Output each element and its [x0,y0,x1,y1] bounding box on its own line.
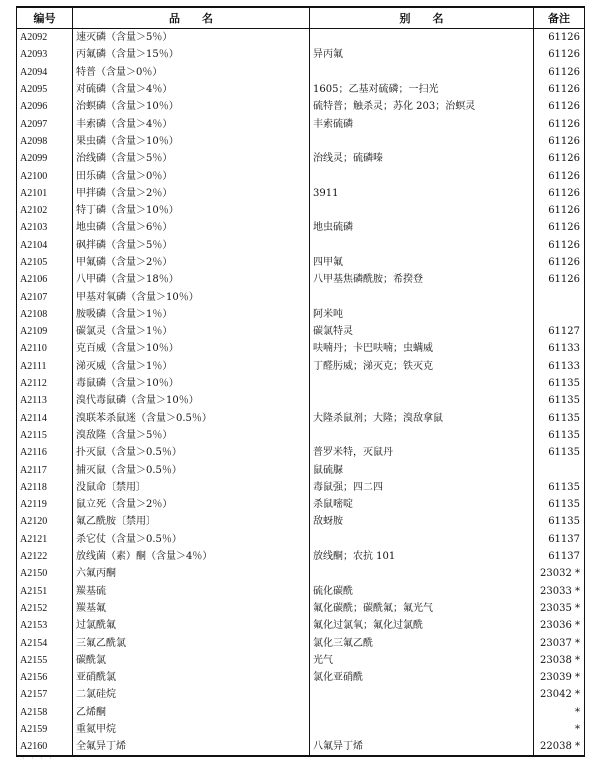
cell-name: 羰基硫 [73,583,310,600]
cell-code: A2101 [17,185,73,202]
table-row [17,375,585,392]
cell-code: A2150 [17,565,73,582]
table-row [17,496,585,513]
cell-alias [310,686,534,703]
table-row [17,133,585,150]
cell-alias [310,721,534,738]
cell-name: 特丁磷（含量＞10％） [73,202,310,219]
cell-code: A2158 [17,704,73,721]
cell-name: 速灭磷（含量＞5％） [73,29,310,47]
cell-code: A2159 [17,721,73,738]
cell-name: 过氯酰氟 [73,617,310,634]
cell-code: A2118 [17,479,73,496]
cell-note: 61133 [548,343,580,355]
cell-code: A2154 [17,634,73,651]
cell-code: A2097 [17,115,73,132]
table-row [17,392,585,409]
table-row [17,669,585,686]
cell-note: 23038 * [540,654,580,666]
cell-note: 61135 [548,516,580,528]
cell-alias: 八甲基焦磷酰胺；希揆登 [310,271,534,288]
cell-alias [310,167,534,184]
cell-code: A2121 [17,531,73,548]
table-row [17,531,585,548]
cell-name: 溴代毒鼠磷（含量＞10％） [73,392,310,409]
table-row [17,254,585,271]
cell-name: 扑灭鼠（含量＞0.5％） [73,444,310,461]
table-row [17,686,585,703]
cell-note: 61126 [548,153,580,165]
cell-code: A2110 [17,340,73,357]
cell-name: 乙烯酮 [73,704,310,721]
table-row [17,738,585,756]
table-row [17,81,585,98]
cell-note: 61135 [548,499,580,511]
cell-alias [310,427,534,444]
cell-note: 61126 [548,101,580,113]
cell-alias: 四甲氟 [310,254,534,271]
cell-code: A2116 [17,444,73,461]
cell-code: A2100 [17,167,73,184]
cell-alias: 敌蚜胺 [310,513,534,530]
cell-name: 三氟乙酰氯 [73,634,310,651]
table-row [17,600,585,617]
table-row [17,323,585,340]
cell-alias: 硫化碳酰 [310,583,534,600]
cell-note: 22038 * [540,741,580,753]
cell-alias: 3911 [310,185,534,202]
cell-alias: 氯化三氟乙酰 [310,634,534,651]
cell-alias: 氟化过氯氧；氟化过氯酰 [310,617,534,634]
cell-name: 丙氟磷（含量＞15％） [73,46,310,63]
cell-note: 23035 * [540,602,580,614]
cell-name: 氟乙酰胺〔禁用〕 [73,513,310,530]
cell-alias: 地虫硫磷 [310,219,534,236]
table-row [17,271,585,288]
cell-name: 亚硝酰氯 [73,669,310,686]
cell-name: 杀它仗（含量＞0.5％） [73,531,310,548]
table-row [17,202,585,219]
cell-note: 61126 [548,135,580,147]
cell-code: A2152 [17,600,73,617]
table-body [17,29,585,757]
cell-name: 胺吸磷（含量＞1％） [73,306,310,323]
cell-code: A2099 [17,150,73,167]
header-note: 备注 [534,7,585,29]
cell-note: 61133 [548,360,580,372]
cell-code: A2108 [17,306,73,323]
cell-alias [310,531,534,548]
table-row [17,634,585,651]
cell-note: 61126 [548,239,580,251]
cell-note: 61126 [548,257,580,268]
table-row [17,288,585,305]
cell-note: 61126 [548,170,580,182]
cell-alias [310,375,534,392]
cell-name: 丰索磷（含量＞4％） [73,115,310,132]
table-row [17,565,585,582]
cell-alias: 异丙氟 [310,46,534,63]
table-row [17,64,585,81]
cell-code: A2160 [17,738,73,756]
table-row [17,115,585,132]
cell-name: 甲氟磷（含量＞2％） [73,254,310,271]
cell-code: A2115 [17,427,73,444]
table-row [17,704,585,721]
cell-note: 61126 [548,205,580,217]
cell-code: A2096 [17,98,73,115]
cell-alias: 放线酮；农抗 101 [310,548,534,565]
cell-alias: 碳氯特灵 [310,323,534,340]
table-row [17,237,585,254]
cell-note: 23036 * [540,620,580,632]
cell-name: 地虫磷（含量＞6％） [73,219,310,236]
cell-note: 61135 [548,412,580,424]
table-row [17,617,585,634]
cell-note: 61127 [548,326,580,338]
cell-name: 果虫磷（含量＞10％） [73,133,310,150]
cell-alias: 八氟异丁烯 [310,738,534,756]
cell-name: 六氟丙酮 [73,565,310,582]
table-row [17,46,585,63]
cell-note: 61126 [548,84,580,96]
table-row [17,185,585,202]
cell-code: A2122 [17,548,73,565]
cell-note: 61137 [548,551,580,563]
cell-alias: 光气 [310,652,534,669]
cell-name: 没鼠命〔禁用〕 [73,479,310,496]
cell-code: A2105 [17,254,73,271]
cell-alias: 氟化碳酰；碳酰氟；氟光气 [310,600,534,617]
cell-name: 特普（含量＞0％） [73,64,310,81]
table-row [17,548,585,565]
table-row [17,479,585,496]
cell-name: 放线菌（素）酮（含量＞4％） [73,548,310,565]
cell-note: 61126 [548,222,580,234]
cell-alias: 杀鼠嘧啶 [310,496,534,513]
cell-note: 61135 [548,395,580,407]
cell-code: A2102 [17,202,73,219]
header-name: 品 名 [73,7,310,29]
table-row [17,721,585,738]
cell-alias: 普罗米特，灭鼠丹 [310,444,534,461]
cell-code: A2113 [17,392,73,409]
table-row [17,306,585,323]
table-row [17,219,585,236]
cell-code: A2092 [17,29,73,47]
cell-code: A2095 [17,81,73,98]
cell-note: 23042 * [540,689,580,701]
cell-name: 毒鼠磷（含量＞10％） [73,375,310,392]
cell-code: A2106 [17,271,73,288]
cell-note: 61137 [548,533,580,545]
cell-code: A2155 [17,652,73,669]
cell-name: 治线磷（含量＞5％） [73,150,310,167]
cell-note: * [575,706,580,718]
cell-note [534,288,585,305]
cell-alias [310,392,534,409]
cell-name: 全氟异丁烯 [73,738,310,756]
cell-code: A2094 [17,64,73,81]
cell-code: A2120 [17,513,73,530]
cell-note: 61135 [548,378,580,390]
cell-alias: 阿米吨 [310,306,534,323]
cell-note: 23033 * [540,585,580,597]
cell-alias [310,133,534,150]
cell-code: A2119 [17,496,73,513]
cell-alias [310,288,534,305]
cell-note: 23032 * [540,568,580,580]
cell-code: A2104 [17,237,73,254]
cell-code: A2103 [17,219,73,236]
header-code: 编号 [17,7,73,29]
cell-note: * [575,724,580,736]
cell-code: A2156 [17,669,73,686]
cell-name: 羰基氟 [73,600,310,617]
cell-alias [310,704,534,721]
cell-alias: 丁醛肟威；涕灭克；铁灭克 [310,358,534,375]
table-row [17,461,585,478]
cell-note: 61126 [548,187,580,199]
cell-code: A2157 [17,686,73,703]
cell-name: 八甲磷（含量＞18％） [73,271,310,288]
cell-alias: 呋喃丹；卡巴呋喃；虫螨威 [310,340,534,357]
cell-name: 克百威（含量＞10％） [73,340,310,357]
cell-alias [310,237,534,254]
cell-alias: 鼠硫脲 [310,461,534,478]
cell-name: 砜拌磷（含量＞5％） [73,237,310,254]
cell-alias: 1605；乙基对硫磷；一扫光 [310,81,534,98]
cell-alias: 大隆杀鼠剂；大隆；溴敌拿鼠 [310,410,534,427]
table-row [17,167,585,184]
cell-code: A2111 [17,358,73,375]
table-row [17,652,585,669]
cell-note: 61126 [548,274,580,286]
cell-note: 23037 * [540,637,580,649]
cell-name: 甲拌磷（含量＞2％） [73,185,310,202]
cell-name: 对硫磷（含量＞4％） [73,81,310,98]
cell-name: 鼠立死（含量＞2％） [73,496,310,513]
cell-alias: 丰索硫磷 [310,115,534,132]
cell-alias [310,565,534,582]
cell-name: 涕灭威（含量＞1％） [73,358,310,375]
cell-note: 61126 [548,118,580,130]
cell-name: 田乐磷（含量＞0％） [73,167,310,184]
cell-note [534,306,585,323]
cell-code: A2107 [17,288,73,305]
cell-note: 61126 [548,49,580,61]
table-row [17,358,585,375]
table-row [17,427,585,444]
cell-code: A2117 [17,461,73,478]
cell-note: 61135 [548,481,580,493]
cell-alias: 毒鼠强；四二四 [310,479,534,496]
table-row [17,150,585,167]
cell-code: A2153 [17,617,73,634]
cell-alias: 硫特普；触杀灵；苏化 203；治螟灵 [310,98,534,115]
cell-alias [310,64,534,81]
cell-name: 碳氯灵（含量＞1％） [73,323,310,340]
cell-name: 治螟磷（含量＞10％） [73,98,310,115]
cell-alias: 治线灵；硫磷嗪 [310,150,534,167]
cell-name: 重氮甲烷 [73,721,310,738]
cell-note: 61126 [548,32,580,44]
table-row [17,29,585,47]
cell-alias [310,29,534,47]
cell-name: 碳酰氯 [73,652,310,669]
table-row [17,444,585,461]
cell-code: A2109 [17,323,73,340]
chemical-catalog-page [16,6,584,757]
cell-name: 二氯硅烷 [73,686,310,703]
cell-note: 61135 [548,447,580,459]
page-bottom-mark: · · · · [22,754,54,763]
cell-code: A2098 [17,133,73,150]
table-row [17,340,585,357]
cell-alias [310,202,534,219]
cell-note: 23039 * [540,672,580,684]
chemical-table [16,6,585,757]
cell-name: 捕灭鼠（含量＞0.5％） [73,461,310,478]
cell-code: A2114 [17,410,73,427]
cell-note [534,461,585,478]
cell-name: 溴联苯杀鼠迷（含量＞0.5％） [73,410,310,427]
cell-code: A2093 [17,46,73,63]
header-alias: 别 名 [310,7,534,29]
cell-note: 61126 [548,66,580,78]
cell-alias: 氯化亚硝酰 [310,669,534,686]
table-row [17,410,585,427]
table-row [17,513,585,530]
cell-code: A2112 [17,375,73,392]
table-header-row [17,7,585,29]
cell-note: 61135 [548,429,580,441]
table-row [17,98,585,115]
table-row [17,583,585,600]
cell-name: 溴敌隆（含量＞5％） [73,427,310,444]
cell-name: 甲基对氧磷（含量＞10％） [73,288,310,305]
cell-code: A2151 [17,583,73,600]
